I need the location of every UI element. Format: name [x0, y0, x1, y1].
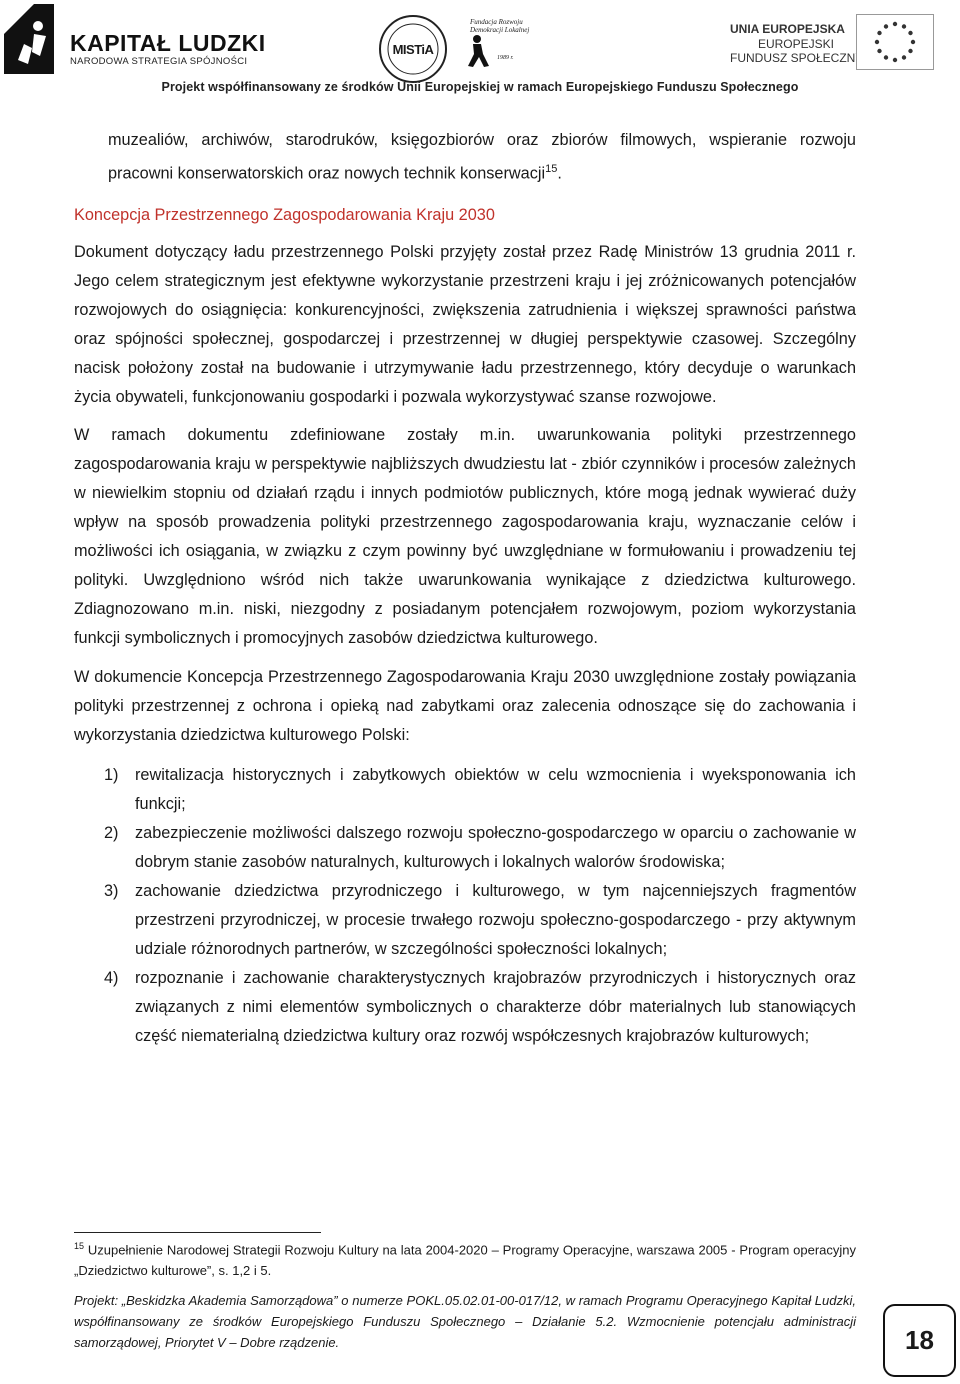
list-item — [74, 964, 856, 1051]
kapital-ludzki-logo — [4, 4, 266, 76]
ue-line-2: EUROPEJSKI — [757, 37, 834, 51]
footnote-number: 15 — [74, 1241, 85, 1251]
list-item — [74, 819, 856, 877]
page-number-box — [883, 1304, 956, 1377]
first-paragraph-text: muzealiów, archiwów, starodruków, księgozbiorów oraz zbiorów filmowych, wspieranie rozwoju pracowni konserwatorskich oraz nowych technik konserwacji — [108, 131, 856, 183]
page-header — [0, 0, 960, 100]
walking-figure-icon — [463, 34, 493, 68]
fundacja-line-2: Demokracji Lokalnej — [470, 26, 530, 34]
paragraph-2: W ramach dokumentu zdefiniowane zostały m.in. uwarunkowania polityki przestrzennego zagospodarowania kraju w perspektywie najbliższych dwudziestu lat - zbiór czynników i procesów zależnych w niewielkim stopniu od działań rządu i innych podmiotów publicznych, które mogą jednak wywierać duży wpływ na sposób prowadzenia polityki przestrzennego zagospodarowania kraju, wyznaczanie celów i możliwości ich osiągania, w związku z czym powinny być uwzględniane w formułowaniu i prowadzeniu tej polityki. Uwzględniono wśród nich także uwarunkowania wynikające z dziedzictwa kulturowego. Zdiagnozowano m.in. niski, niezgodny z posiadanym potencjałem rozwojowym, poziom wykorzystania funkcji symbolicznych i promocyjnych zasobów dziedzictwa kulturowego. — [74, 426, 856, 648]
eu-flag-icon — [856, 14, 934, 70]
first-paragraph-end: . — [557, 164, 562, 183]
list-item — [74, 877, 856, 964]
fundacja-line-1: Fundacja Rozwoju — [470, 18, 523, 26]
list-item-number: 3) — [104, 882, 119, 901]
fundacja-text — [470, 18, 529, 34]
kapital-ludzki-title: KAPITAŁ LUDZKI — [70, 30, 266, 56]
list-item-number: 1) — [104, 766, 119, 785]
list-item-number: 4) — [104, 969, 119, 988]
footnote-ref: 15 — [545, 163, 558, 175]
section-heading: Koncepcja Przestrzennego Zagospodarowania Kraju 2030 — [74, 206, 495, 225]
first-paragraph — [74, 126, 856, 188]
list-item — [74, 761, 856, 819]
cofinancing-banner: Projekt współfinansowany ze środków Unii Europejskiej w ramach Europejskiego Funduszu Społecznego — [161, 80, 799, 94]
mistia-text: MISTiA — [392, 42, 434, 57]
page-number: 18 — [905, 1325, 934, 1355]
list-item-text: zabezpieczenie możliwości dalszego rozwoju społeczno-gospodarczego w oparciu o zachowanie w dobrym stanie zasobów naturalnych, kulturowych i lokalnych walorów środowiska; — [135, 824, 856, 872]
list-item-number: 2) — [104, 824, 119, 843]
paragraph-1: Dokument dotyczący ładu przestrzennego Polski przyjęty został przez Radę Ministrów 13 grudnia 2011 r. Jego celem strategicznym jest efektywne wykorzystanie przestrzeni kraju i jej zróżnicowanych potencjałów rozwojowych do osiągnięcia: konkurencyjności, zwiększenia zatrudnienia i większej sprawności państwa oraz spójności społecznej, gospodarczej i przestrzennej w długiej perspektywie czasowej. Szczególny nacisk położony został na budowanie i utrzymywanie ładu przestrzennego, który decyduje o warunkach życia obywateli, funkcjonowaniu gospodarki i pozwala wykorzystywać szanse rozwojowe. — [74, 243, 856, 407]
footnote — [74, 1236, 856, 1281]
kapital-ludzki-subtitle: NARODOWA STRATEGIA SPÓJNOŚCI — [70, 56, 248, 67]
kapital-ludzki-emblem — [4, 4, 54, 74]
ue-line-3: FUNDUSZ SPOŁECZNY — [730, 51, 864, 65]
paragraph-3: W dokumencie Koncepcja Przestrzennego Zagospodarowania Kraju 2030 uwzględnione zostały powiązania polityki przestrzennej z ochrona i opieką nad zabytkami oraz zalecenia odnoszące się do zachowania i wykorzystania dziedzictwa kulturowego Polski: — [74, 668, 856, 745]
list-item-text: rewitalizacja historycznych i zabytkowych obiektów w celu wzmocnienia i wyeksponowania ich funkcji; — [135, 766, 856, 814]
footnote-text: Uzupełnienie Narodowej Strategii Rozwoju Kultury na lata 2004-2020 – Programy Operacyjne, warszawa 2005 - Program operacyjny „Dziedzictwo kulturowe”, s. 1,2 i 5. — [74, 1242, 856, 1279]
main-content — [74, 126, 856, 1051]
project-footer: Projekt: „Beskidzka Akademia Samorządowa” o numerze POKL.05.02.01-00-017/12, w ramach Programu Operacyjnego Kapitał Ludzki, współfinansowany ze środków Europejskiego Funduszu Społecznego – Działanie 5.2. Wzmocnienie potencjału administracji samorządowej, Priorytet V – Dobre rządzenie. — [74, 1293, 856, 1350]
recommendations-list — [74, 761, 856, 1051]
ue-line-1: UNIA EUROPEJSKA — [730, 22, 845, 36]
footnote-divider — [74, 1232, 321, 1233]
fundacja-year: 1989 r. — [497, 55, 514, 61]
ue-efs-logo — [730, 14, 958, 84]
list-item-text: zachowanie dziedzictwa przyrodniczego i kulturowego, w tym najcenniejszych fragmentów przestrzeni przyrodniczej, w procesie trwałego rozwoju społeczno-gospodarczego - przy aktywnym udziale różnorodnych partnerów, w szczególności społeczności lokalnych; — [135, 882, 856, 959]
list-item-text: rozpoznanie i zachowanie charakterystycznych krajobrazów przyrodniczych i historycznych oraz związanych z nimi elementów symbolicznych o charakterze dóbr materialnych lub stanowiących część niematerialną dziedzictwa kultury oraz rozwój współczesnych krajobrazów kulturowych; — [135, 969, 856, 1046]
mistia-logo — [378, 14, 448, 84]
